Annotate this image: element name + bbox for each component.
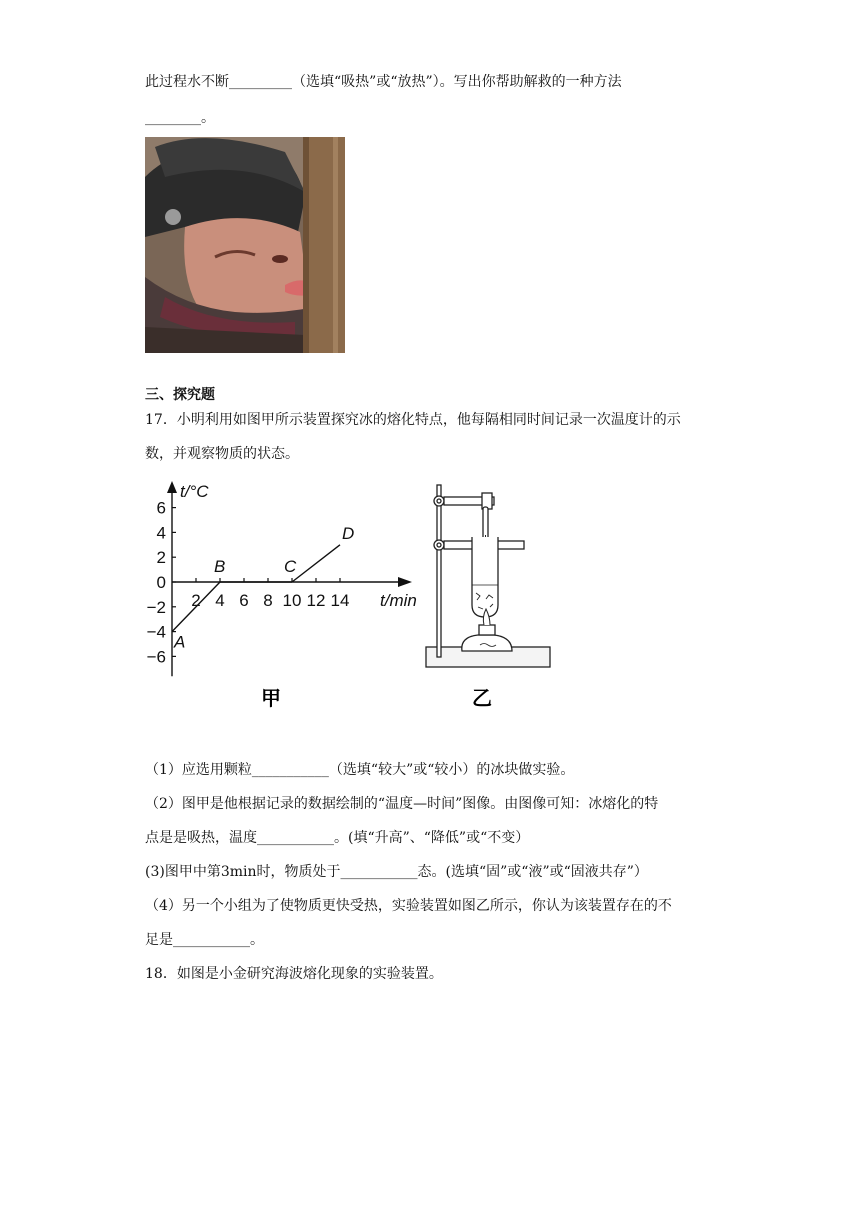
series-segment <box>172 582 220 632</box>
x-tick-label: 10 <box>282 591 302 610</box>
y-tick-label: 2 <box>156 548 166 568</box>
q18-stem: 18．如图是小金研究海波熔化现象的实验装置。 <box>145 966 443 982</box>
q17-sub3: (3)图甲中第3min时，物质处于___________态。(选填“固”或“液”或“固液共存”） <box>145 864 648 880</box>
q17-stem-line2: 数，并观察物质的状态。 <box>145 446 299 462</box>
point-label-d: D <box>342 523 355 543</box>
x-tick-label: 12 <box>306 591 326 610</box>
test-tube <box>472 537 498 617</box>
x-tick-label: 14 <box>330 591 350 610</box>
x-tick-label: 2 <box>191 591 201 610</box>
stand-rod <box>437 485 441 657</box>
tongue-on-pole-photo <box>145 137 345 353</box>
x-tick-label: 6 <box>239 591 249 610</box>
figure-b-caption: 乙 <box>472 686 492 710</box>
q16-line1: 此过程水不断_________（选填“吸热”或“放热”）。写出你帮助解救的一种方法 <box>145 74 622 90</box>
y-tick-label: −2 <box>146 597 166 617</box>
y-tick-label: −4 <box>146 622 166 642</box>
q17-sub4-line1: （4）另一个小组为了使物质更快受热，实验装置如图乙所示，你认为该装置存在的不 <box>145 898 672 914</box>
point-label-b: B <box>214 557 226 576</box>
y-axis-label: t/°C <box>180 482 209 501</box>
y-tick-label: 0 <box>156 573 166 592</box>
y-axis-arrow <box>167 481 177 493</box>
q17-sub4-line2: 足是___________。 <box>145 932 264 948</box>
figure-a-graph <box>140 475 440 720</box>
y-tick-label: 4 <box>156 523 166 543</box>
q17-sub1: （1）应选用颗粒___________（选填“较大”或“较小）的冰块做实验。 <box>145 762 575 778</box>
q17-stem-line1: 17．小明利用如图甲所示装置探究冰的熔化特点，他每隔相同时间记录一次温度计的示 <box>145 412 681 428</box>
point-label-a: A <box>174 632 186 652</box>
x-tick-label: 8 <box>263 591 273 610</box>
series-segment <box>292 545 340 582</box>
y-tick-label: −6 <box>146 647 166 667</box>
x-axis-arrow <box>398 577 412 587</box>
section-title: 三、探究题 <box>145 387 215 403</box>
q17-sub2-line2: 点是是吸热，温度___________。(填“升高”、“降低”或“不变） <box>145 830 530 846</box>
alcohol-lamp <box>462 609 512 651</box>
x-tick-label: 4 <box>215 591 225 610</box>
point-label-c: C <box>284 557 297 576</box>
figure-b-apparatus <box>420 475 560 720</box>
x-axis-label: t/min <box>380 591 417 610</box>
q16-line2: ________。 <box>145 110 215 126</box>
figure-a-caption: 甲 <box>261 686 281 710</box>
y-tick-label: 6 <box>156 498 166 518</box>
q17-sub2-line1: （2）图甲是他根据记录的数据绘制的“温度—时间”图像。由图像可知：冰熔化的特 <box>145 796 659 812</box>
